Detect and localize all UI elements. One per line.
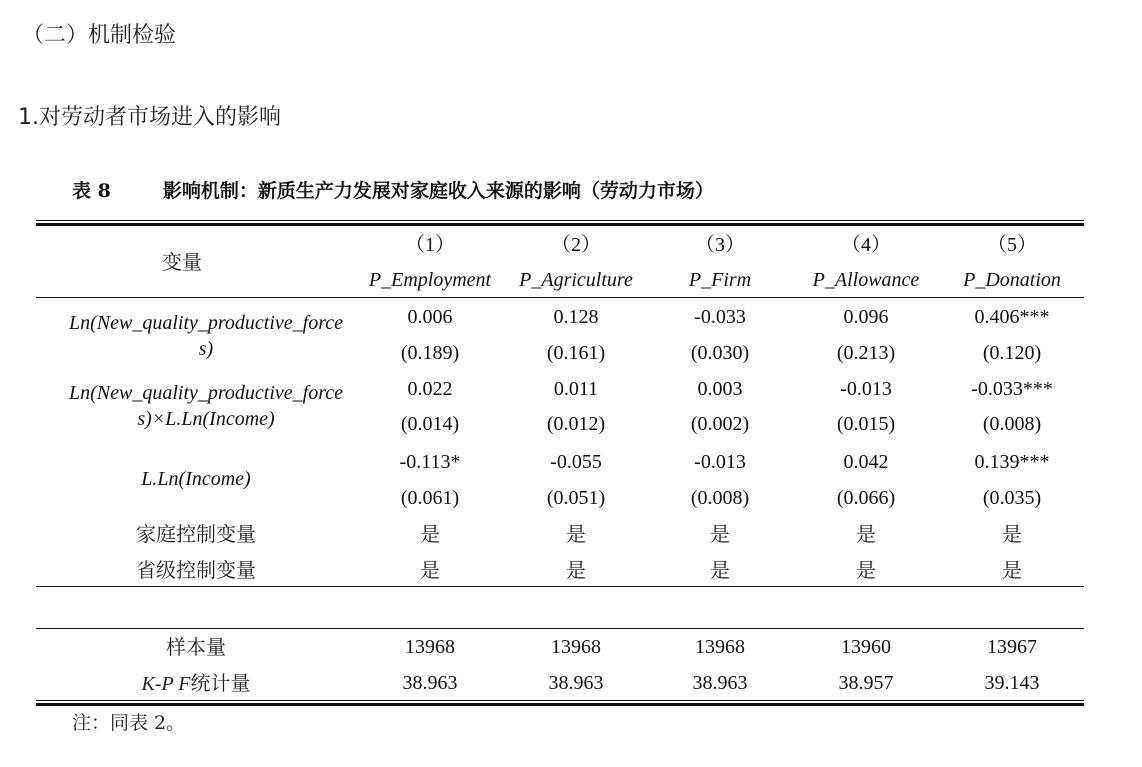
col-5-name: P_Donation [963, 269, 1061, 291]
variable-header: 变量 [162, 250, 202, 274]
control-row-household-1: 是 [420, 522, 440, 546]
row-1-coef-5: 0.406*** [974, 306, 1050, 328]
row-3-se-3: (0.008) [690, 487, 750, 509]
stats-top-rule [36, 628, 1084, 629]
row-1-coef-3: -0.033 [694, 306, 746, 328]
row-3-se-2: (0.051) [546, 487, 606, 509]
col-4-number: （4） [841, 234, 891, 256]
stat-row-sample-5: 13967 [987, 636, 1037, 658]
row-2-coef-3: 0.003 [697, 378, 743, 400]
control-row-household-3: 是 [710, 522, 730, 546]
row-3-coef-4: 0.042 [843, 451, 889, 473]
control-row-province-label: 省级控制变量 [136, 558, 256, 582]
row-2-coef-2: 0.011 [553, 378, 599, 400]
stat-row-sample-2: 13968 [551, 636, 601, 658]
stat-row-kpf-1: 38.963 [402, 672, 458, 694]
col-3-number: （3） [695, 234, 745, 256]
control-row-household-5: 是 [1002, 522, 1022, 546]
row-1-se-4: (0.213) [836, 342, 896, 364]
row-2-label [36, 380, 376, 432]
row-1-label [36, 310, 376, 362]
control-row-province-5: 是 [1002, 558, 1022, 582]
col-1-number: （1） [405, 234, 455, 256]
stat-row-kpf-label [36, 671, 356, 696]
stat-row-kpf-label-italic: K-P F [141, 673, 191, 695]
row-1-label-line1: Ln(New_quality_productive_force [68, 312, 344, 334]
row-3-coef-5: 0.139*** [974, 451, 1050, 473]
stat-row-sample-3: 13968 [695, 636, 745, 658]
stat-row-kpf-5: 39.143 [984, 672, 1040, 694]
bottom-rule-thin [36, 700, 1084, 701]
row-3-label-line1: L.Ln(Income) [141, 468, 251, 490]
row-3-se-4: (0.066) [836, 487, 896, 509]
stat-row-kpf-label-rest: 统计量 [190, 671, 251, 695]
row-3-coef-3: -0.013 [694, 451, 746, 473]
control-row-province-1: 是 [420, 558, 440, 582]
row-2-coef-1: 0.022 [407, 378, 453, 400]
row-2-coef-4: -0.013 [840, 378, 892, 400]
row-2-label-line2: s)×L.Ln(Income) [137, 408, 275, 430]
row-2-coef-5: -0.033*** [971, 378, 1053, 400]
row-3-coef-2: -0.055 [550, 451, 602, 473]
controls-bottom-rule [36, 586, 1084, 587]
row-1-se-3: (0.030) [690, 342, 750, 364]
col-3-name: P_Firm [688, 269, 752, 291]
control-row-household-label: 家庭控制变量 [136, 522, 256, 546]
row-2-se-2: (0.012) [546, 413, 606, 435]
col-1-name: P_Employment [368, 269, 492, 291]
table-label: 表 8 [72, 180, 111, 202]
stat-row-sample-4: 13960 [841, 636, 891, 658]
row-1-coef-2: 0.128 [553, 306, 599, 328]
row-2-label-line1: Ln(New_quality_productive_force [68, 382, 344, 404]
header-rule [36, 297, 1084, 298]
stat-row-sample-1: 13968 [405, 636, 455, 658]
control-row-province-2: 是 [566, 558, 586, 582]
control-row-province-3: 是 [710, 558, 730, 582]
col-2-name: P_Agriculture [519, 269, 633, 291]
top-rule-thick [36, 223, 1084, 226]
row-1-se-1: (0.189) [400, 342, 460, 364]
col-2-number: （2） [551, 234, 601, 256]
row-3-label [36, 466, 356, 492]
row-3-coef-1: -0.113* [399, 451, 461, 473]
section-heading: （二）机制检验 [22, 23, 177, 48]
control-row-household-2: 是 [566, 522, 586, 546]
control-row-province-4: 是 [856, 558, 876, 582]
bottom-rule-thick [36, 703, 1084, 706]
table-title: 影响机制：新质生产力发展对家庭收入来源的影响（劳动力市场） [162, 180, 714, 202]
row-1-se-5: (0.120) [982, 342, 1042, 364]
stat-row-sample-label: 样本量 [166, 635, 226, 659]
table-caption [72, 176, 714, 203]
row-2-se-1: (0.014) [400, 413, 460, 435]
row-2-se-3: (0.002) [690, 413, 750, 435]
row-3-se-5: (0.035) [982, 487, 1042, 509]
top-rule-thin [36, 220, 1084, 221]
row-2-se-5: (0.008) [982, 413, 1042, 435]
stat-row-kpf-4: 38.957 [838, 672, 894, 694]
subsection-heading: 1.对劳动者市场进入的影响 [18, 105, 281, 130]
stat-row-kpf-2: 38.963 [548, 672, 604, 694]
row-3-se-1: (0.061) [400, 487, 460, 509]
row-1-coef-1: 0.006 [407, 306, 453, 328]
col-5-number: （5） [987, 234, 1037, 256]
col-4-name: P_Allowance [812, 269, 920, 291]
control-row-household-4: 是 [856, 522, 876, 546]
table-note: 注：同表 2。 [72, 712, 186, 734]
row-1-label-line2: s) [198, 338, 214, 360]
stat-row-kpf-3: 38.963 [692, 672, 748, 694]
row-1-se-2: (0.161) [546, 342, 606, 364]
row-1-coef-4: 0.096 [843, 306, 889, 328]
row-2-se-4: (0.015) [836, 413, 896, 435]
